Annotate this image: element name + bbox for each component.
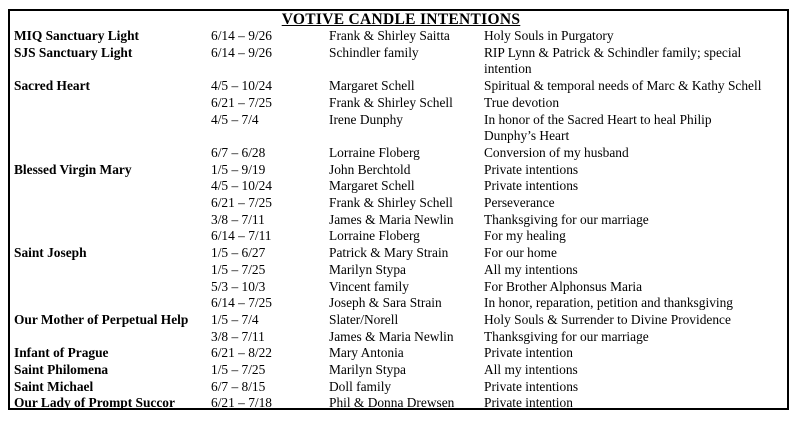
candle-name bbox=[14, 329, 211, 346]
table-row bbox=[14, 362, 764, 379]
intention-text: Private intentions bbox=[484, 161, 579, 177]
table-row bbox=[14, 329, 764, 346]
candle-name: Our Mother of Perpetual Help bbox=[14, 311, 189, 327]
donor-name: Frank & Shirley Saitta bbox=[329, 28, 450, 43]
candle-name: Saint Michael bbox=[14, 378, 94, 394]
candle-name bbox=[14, 112, 211, 145]
table-row bbox=[14, 212, 764, 229]
donor-name: Phil & Donna Drewsen bbox=[329, 395, 455, 411]
table-row bbox=[14, 395, 764, 412]
intention-text: For my healing bbox=[484, 228, 566, 244]
candle-name: SJS Sanctuary Light bbox=[14, 44, 133, 60]
candle-name bbox=[14, 262, 211, 279]
intention-text: True devotion bbox=[484, 94, 560, 110]
intention-text: Holy Souls in Purgatory bbox=[484, 28, 614, 43]
candle-name bbox=[14, 195, 211, 212]
intention-text: Perseverance bbox=[484, 195, 555, 211]
date-range: 1/5 – 7/25 bbox=[211, 362, 266, 378]
date-range: 6/7 – 6/28 bbox=[211, 144, 266, 160]
candle-name: Saint Philomena bbox=[14, 362, 109, 378]
candle-name: Blessed Virgin Mary bbox=[14, 161, 132, 177]
date-range: 6/14 – 7/25 bbox=[211, 295, 273, 311]
candle-name: Saint Joseph bbox=[14, 245, 87, 261]
date-range: 6/14 – 9/26 bbox=[211, 28, 273, 43]
candle-name bbox=[14, 279, 211, 296]
date-range: 6/21 – 7/25 bbox=[211, 195, 273, 211]
intention-text: In honor of the Sacred Heart to heal Philip Dunphy’s Heart bbox=[484, 111, 712, 144]
donor-name: James & Maria Newlin bbox=[329, 328, 454, 344]
donor-name: Joseph & Sara Strain bbox=[329, 295, 442, 311]
donor-name: James & Maria Newlin bbox=[329, 211, 454, 227]
candle-name bbox=[14, 95, 211, 112]
date-range: 1/5 – 7/25 bbox=[211, 261, 266, 277]
donor-name: Margaret Schell bbox=[329, 78, 415, 94]
intention-text: For Brother Alphonsus Maria bbox=[484, 278, 643, 294]
table-row bbox=[14, 312, 764, 329]
table-row bbox=[14, 195, 764, 212]
intention-text: Private intentions bbox=[484, 178, 579, 194]
donor-name: Lorraine Floberg bbox=[329, 228, 420, 244]
intention-text: In honor, reparation, petition and thanksgiving bbox=[484, 295, 733, 311]
table-row bbox=[14, 145, 764, 162]
table-row bbox=[14, 78, 764, 95]
donor-name: Mary Antonia bbox=[329, 345, 404, 361]
candle-name: Our Lady of Prompt Succor bbox=[14, 395, 175, 411]
intention-text: Private intention bbox=[484, 345, 573, 361]
table-row bbox=[14, 112, 764, 145]
intention-text: Spiritual & temporal needs of Marc & Kathy Schell bbox=[484, 78, 762, 94]
intentions-table bbox=[14, 28, 764, 412]
date-range: 1/5 – 7/4 bbox=[211, 311, 259, 327]
table-row bbox=[14, 245, 764, 262]
candle-name bbox=[14, 178, 211, 195]
intention-text: Holy Souls & Surrender to Divine Providence bbox=[484, 311, 731, 327]
date-range: 6/21 – 7/18 bbox=[211, 395, 273, 411]
intention-text: Private intentions bbox=[484, 378, 579, 394]
candle-name: Sacred Heart bbox=[14, 78, 90, 94]
date-range: 4/5 – 7/4 bbox=[211, 111, 259, 127]
table-row bbox=[14, 262, 764, 279]
candle-name bbox=[14, 228, 211, 245]
candle-name: MIQ Sanctuary Light bbox=[14, 28, 139, 43]
donor-name: Frank & Shirley Schell bbox=[329, 94, 453, 110]
table-row bbox=[14, 379, 764, 396]
table-row bbox=[14, 162, 764, 179]
date-range: 6/21 – 8/22 bbox=[211, 345, 273, 361]
donor-name: Frank & Shirley Schell bbox=[329, 195, 453, 211]
donor-name: Marilyn Stypa bbox=[329, 261, 406, 277]
date-range: 6/14 – 9/26 bbox=[211, 44, 273, 60]
intention-text: For our home bbox=[484, 245, 557, 261]
table-row bbox=[14, 178, 764, 195]
table-row bbox=[14, 45, 764, 78]
candle-name bbox=[14, 212, 211, 229]
date-range: 1/5 – 9/19 bbox=[211, 161, 266, 177]
table-row bbox=[14, 28, 764, 45]
donor-name: Doll family bbox=[329, 378, 392, 394]
date-range: 5/3 – 10/3 bbox=[211, 278, 266, 294]
table-row bbox=[14, 345, 764, 362]
intention-text: All my intentions bbox=[484, 261, 578, 277]
date-range: 1/5 – 6/27 bbox=[211, 245, 266, 261]
page-title: VOTIVE CANDLE INTENTIONS bbox=[281, 11, 521, 28]
date-range: 4/5 – 10/24 bbox=[211, 78, 273, 94]
donor-name: Irene Dunphy bbox=[329, 111, 403, 127]
donor-name: Marilyn Stypa bbox=[329, 362, 406, 378]
donor-name: Slater/Norell bbox=[329, 311, 399, 327]
donor-name: Lorraine Floberg bbox=[329, 144, 420, 160]
donor-name: Schindler family bbox=[329, 44, 419, 60]
date-range: 6/21 – 7/25 bbox=[211, 94, 273, 110]
intention-text: All my intentions bbox=[484, 362, 578, 378]
intention-text: Conversion of my husband bbox=[484, 144, 629, 160]
donor-name: John Berchtold bbox=[329, 161, 411, 177]
table-row bbox=[14, 295, 764, 312]
date-range: 6/7 – 8/15 bbox=[211, 378, 266, 394]
table-row bbox=[14, 95, 764, 112]
candle-name bbox=[14, 295, 211, 312]
donor-name: Margaret Schell bbox=[329, 178, 415, 194]
table-row bbox=[14, 228, 764, 245]
donor-name: Vincent family bbox=[329, 278, 409, 294]
intention-text: Private intention bbox=[484, 395, 573, 411]
date-range: 6/14 – 7/11 bbox=[211, 228, 272, 244]
candle-name: Infant of Prague bbox=[14, 345, 109, 361]
table-row bbox=[14, 279, 764, 296]
date-range: 3/8 – 7/11 bbox=[211, 211, 265, 227]
date-range: 3/8 – 7/11 bbox=[211, 328, 265, 344]
intention-text: Thanksgiving for our marriage bbox=[484, 328, 649, 344]
date-range: 4/5 – 10/24 bbox=[211, 178, 273, 194]
donor-name: Patrick & Mary Strain bbox=[329, 245, 449, 261]
intention-text: RIP Lynn & Patrick & Schindler family; special intention bbox=[484, 44, 742, 77]
candle-name bbox=[14, 145, 211, 162]
intention-text: Thanksgiving for our marriage bbox=[484, 211, 649, 227]
